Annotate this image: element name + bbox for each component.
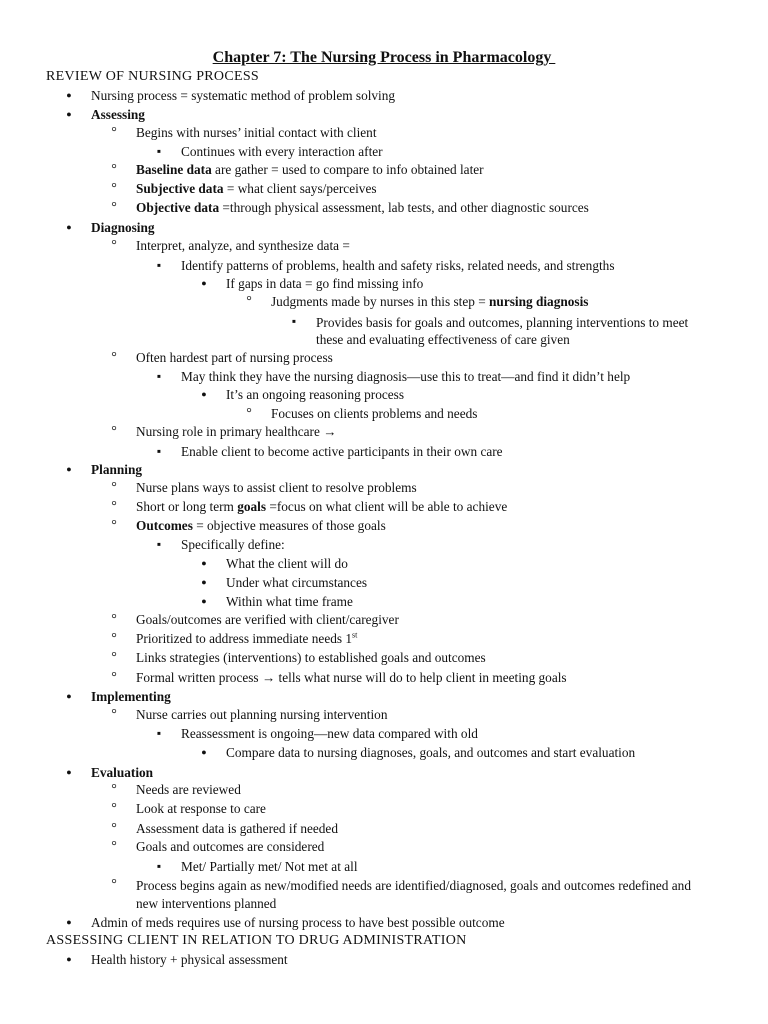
list-item: Begins with nurses’ initial contact with client <box>136 125 377 140</box>
list-item: Nursing process = systematic method of problem solving <box>91 88 396 103</box>
list-item: Provides basis for goals and outcomes, planning interventions to meet these and evaluating effectiveness of care given <box>316 315 689 347</box>
bullet-disc <box>63 462 75 477</box>
bullet-disc <box>198 745 210 760</box>
list-item: Under what circumstances <box>226 575 368 590</box>
list-item: Reassessment is ongoing—new data compared with old <box>181 726 478 741</box>
list-item: What the client will do <box>226 556 348 571</box>
bullet-circle <box>108 650 120 666</box>
bullet-circle <box>108 125 120 141</box>
bullet-disc <box>63 220 75 235</box>
bullet-circle <box>108 350 120 366</box>
list-item: May think they have the nursing diagnosis—use this to treat—and find it didn’t help <box>181 369 631 384</box>
bullet-disc <box>63 952 75 967</box>
list-item: Process begins again as new/modified needs are identified/diagnosed, goals and outcomes redefined and new interventions planned <box>136 878 691 911</box>
bullet-circle <box>108 424 120 440</box>
bullet-square <box>153 859 165 875</box>
bullet-circle <box>108 707 120 723</box>
bullet-square <box>288 314 300 330</box>
bullet-circle <box>108 631 120 647</box>
term-goals: goals <box>237 499 267 514</box>
topic-label-assessing: Assessing <box>91 107 145 122</box>
bullet-disc <box>198 276 210 291</box>
bullet-circle <box>108 181 120 197</box>
list-item <box>136 631 357 646</box>
list-item: Identify patterns of problems, health and safety risks, related needs, and strengths <box>181 258 615 273</box>
item-text: = objective measures of those goals <box>192 518 386 533</box>
arrow-right-icon: → <box>323 424 337 439</box>
bullet-disc <box>198 387 210 402</box>
bullet-circle <box>108 480 120 496</box>
item-text: are gather = used to compare to info obtained later <box>211 162 484 177</box>
bullet-circle <box>108 238 120 254</box>
bullet-circle <box>108 782 120 798</box>
term-objective-data: Objective data <box>136 200 220 215</box>
item-text: = what client says/perceives <box>223 181 377 196</box>
list-item: If gaps in data = go find missing info <box>226 276 424 291</box>
bullet-circle <box>108 877 120 893</box>
list-item <box>136 181 377 196</box>
topic-label-diagnosing: Diagnosing <box>91 220 155 235</box>
term-baseline-data: Baseline data <box>136 162 212 177</box>
list-item: Focuses on clients problems and needs <box>271 406 478 421</box>
list-item: Enable client to become active participants in their own care <box>181 444 503 459</box>
list-item: Goals/outcomes are verified with client/caregiver <box>136 612 399 627</box>
bullet-square <box>153 444 165 460</box>
list-item: Admin of meds requires use of nursing process to have best possible outcome <box>91 915 505 930</box>
bullet-disc <box>63 915 75 930</box>
term-nursing-diagnosis: nursing diagnosis <box>489 294 589 309</box>
list-item: Within what time frame <box>226 594 353 609</box>
superscript: st <box>352 630 358 640</box>
bullet-square <box>153 369 165 385</box>
bullet-square <box>153 726 165 742</box>
bullet-square <box>153 144 165 160</box>
bullet-disc <box>63 107 75 122</box>
topic-label-implementing: Implementing <box>91 689 171 704</box>
list-item: Links strategies (interventions) to established goals and outcomes <box>136 650 486 665</box>
list-item: Nurse carries out planning nursing intervention <box>136 707 388 722</box>
bullet-disc <box>198 556 210 571</box>
bullet-square <box>153 258 165 274</box>
list-item <box>136 670 567 685</box>
item-text: Prioritized to address immediate needs 1 <box>136 631 353 646</box>
bullet-circle <box>108 670 120 686</box>
list-item <box>91 765 153 780</box>
bullet-circle <box>243 406 255 422</box>
list-item <box>136 518 386 533</box>
bullet-circle <box>108 200 120 216</box>
arrow-right-icon: → <box>261 670 276 685</box>
bullet-disc <box>63 689 75 704</box>
list-item: Compare data to nursing diagnoses, goals, and outcomes and start evaluation <box>226 745 636 760</box>
list-item: Look at response to care <box>136 801 266 816</box>
bullet-disc <box>198 575 210 590</box>
term-subjective-data: Subjective data <box>136 181 224 196</box>
bullet-circle <box>108 499 120 515</box>
list-item <box>271 294 588 309</box>
list-item <box>136 424 337 439</box>
list-item <box>136 162 484 177</box>
item-text: =through physical assessment, lab tests, and other diagnostic sources <box>219 200 589 215</box>
bullet-disc <box>63 765 75 780</box>
item-text: Judgments made by nurses in this step = <box>271 294 490 309</box>
list-item: Specifically define: <box>181 537 285 552</box>
bullet-disc <box>63 88 75 103</box>
bullet-disc <box>198 594 210 609</box>
list-item: Often hardest part of nursing process <box>136 350 333 365</box>
term-outcomes: Outcomes <box>136 518 193 533</box>
list-item <box>136 499 507 514</box>
list-item: Health history + physical assessment <box>91 952 288 967</box>
list-item: Assessment data is gathered if needed <box>136 821 338 836</box>
list-item: Needs are reviewed <box>136 782 241 797</box>
section-heading-assessing: ASSESSING CLIENT IN RELATION TO DRUG ADMINISTRATION <box>46 933 467 948</box>
item-text: Nursing role in primary healthcare <box>136 424 320 439</box>
list-item: Interpret, analyze, and synthesize data = <box>136 238 350 253</box>
item-text: tells what nurse will do to help client in meeting goals <box>275 670 567 685</box>
list-item: Continues with every interaction after <box>181 144 383 159</box>
bullet-square <box>153 537 165 553</box>
item-text: Formal written process <box>136 670 262 685</box>
bullet-circle <box>108 518 120 534</box>
section-heading-review: REVIEW OF NURSING PROCESS <box>46 69 259 84</box>
list-item <box>91 689 171 704</box>
bullet-circle <box>108 801 120 817</box>
list-item <box>136 200 589 215</box>
bullet-circle <box>243 294 255 310</box>
item-text: =focus on what client will be able to achieve <box>266 499 508 514</box>
list-item <box>91 107 145 122</box>
bullet-circle <box>108 839 120 855</box>
list-item: Nurse plans ways to assist client to resolve problems <box>136 480 417 495</box>
list-item <box>91 220 155 235</box>
list-item <box>91 462 142 477</box>
list-item: Met/ Partially met/ Not met at all <box>181 859 358 874</box>
bullet-circle <box>108 612 120 628</box>
topic-label-planning: Planning <box>91 462 142 477</box>
bullet-circle <box>108 162 120 178</box>
chapter-title: Chapter 7: The Nursing Process in Pharmacology <box>212 49 556 66</box>
list-item: Goals and outcomes are considered <box>136 839 325 854</box>
bullet-circle <box>108 821 120 837</box>
item-text: Short or long term <box>136 499 238 514</box>
topic-label-evaluation: Evaluation <box>91 765 154 780</box>
list-item: It’s an ongoing reasoning process <box>226 387 404 402</box>
